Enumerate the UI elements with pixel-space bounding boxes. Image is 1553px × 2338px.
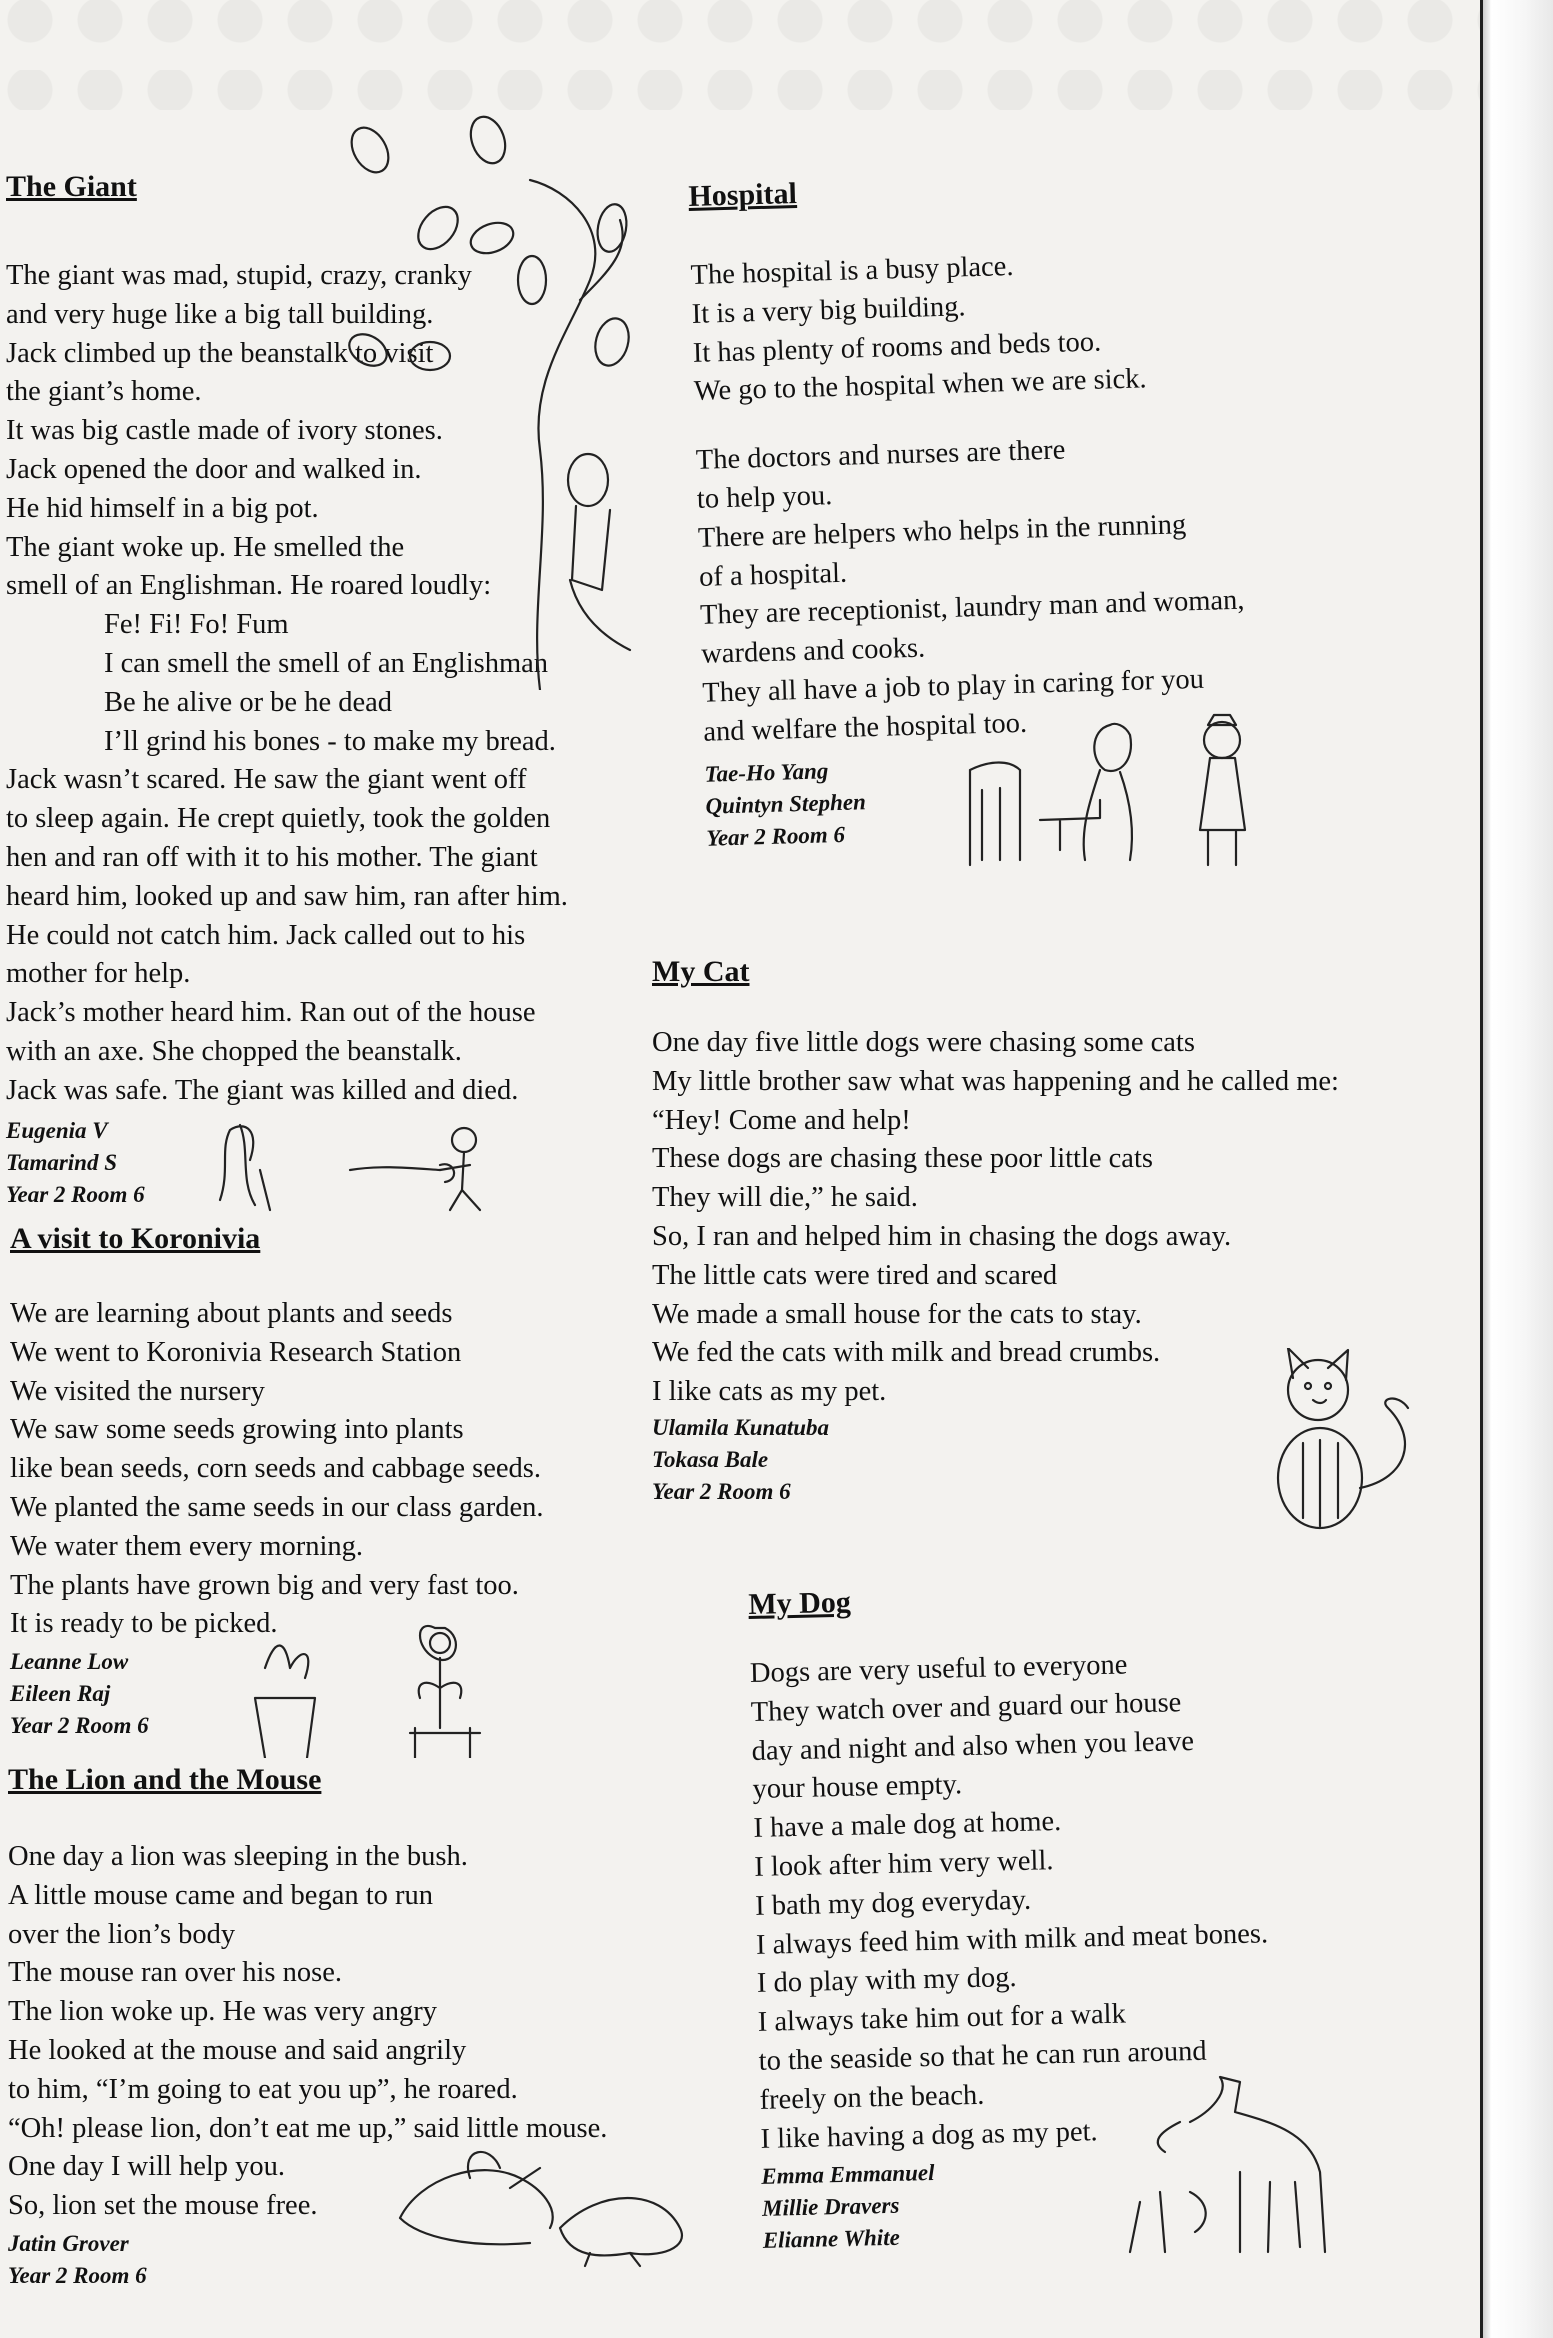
author-line: Eileen Raj xyxy=(10,1681,111,1707)
story-line: Jack was safe. The giant was killed and died. xyxy=(6,1074,519,1106)
plant-pots-drawing xyxy=(235,1608,535,1758)
author-line: Year 2 Room 6 xyxy=(8,2262,147,2288)
author-line: Tokasa Bale xyxy=(652,1446,769,1472)
story-line: They will die,” he said. xyxy=(652,1182,918,1214)
story-line: He hid himself in a big pot. xyxy=(6,492,319,524)
story-line: He could not catch him. Jack called out to his xyxy=(6,919,526,951)
story-line: We made a small house for the cats to stay. xyxy=(652,1298,1142,1330)
story-line: The doctors and nurses are there xyxy=(695,434,1066,477)
story-line: There are helpers who helps in the running xyxy=(697,509,1187,554)
author-line: Leanne Low xyxy=(10,1649,129,1675)
story-line: These dogs are chasing these poor little cats xyxy=(652,1143,1153,1175)
story-line: I like cats as my pet. xyxy=(652,1376,887,1408)
author-line: Quintyn Stephen xyxy=(705,788,867,819)
story-title: The Lion and the Mouse xyxy=(8,1763,322,1796)
story-line: We fed the cats with milk and bread crumbs. xyxy=(652,1337,1161,1369)
story-line: It has plenty of rooms and beds too. xyxy=(692,326,1102,369)
author-line: Tae-Ho Yang xyxy=(704,757,829,787)
story-line: It is ready to be picked. xyxy=(10,1608,278,1640)
story-line: wardens and cooks. xyxy=(700,632,926,670)
author-line: Jatin Grover xyxy=(8,2230,129,2256)
story-line: to sleep again. He crept quietly, took the golden xyxy=(6,803,551,835)
story-line: The giant woke up. He smelled the xyxy=(6,531,405,563)
story-line: We water them every morning. xyxy=(10,1530,364,1562)
author-line: Millie Dravers xyxy=(761,2193,900,2222)
story-line: They watch over and guard our house xyxy=(750,1687,1182,1728)
story-line: A little mouse came and began to run xyxy=(8,1879,434,1911)
story-line: heard him, looked up and saw him, ran after him. xyxy=(6,880,568,912)
story-line: like bean seeds, corn seeds and cabbage seeds. xyxy=(10,1453,541,1485)
story-line: I bath my dog everyday. xyxy=(754,1884,1032,1922)
story-line: The lion woke up. He was very angry xyxy=(8,1996,437,2028)
story-line: It is a very big building. xyxy=(691,291,966,330)
story-line: smell of an Englishman. He roared loudly: xyxy=(6,570,492,602)
story-line: Be he alive or be he dead xyxy=(104,686,393,718)
story-line: to the seaside so that he can run around xyxy=(758,2035,1207,2077)
story-line: One day five little dogs were chasing some cats xyxy=(652,1027,1195,1058)
story-line: with an axe. She chopped the beanstalk. xyxy=(6,1035,462,1067)
page-background-pattern xyxy=(0,0,1480,110)
story-line: We go to the hospital when we are sick. xyxy=(693,363,1147,408)
author-line: Year 2 Room 6 xyxy=(10,1713,149,1739)
story-line: So, I ran and helped him in chasing the dogs away. xyxy=(652,1220,1232,1252)
story-line: The mouse ran over his nose. xyxy=(8,1957,342,1989)
story-line: The giant was mad, stupid, crazy, cranky xyxy=(6,260,472,291)
story-line: I like having a dog as my pet. xyxy=(760,2115,1098,2155)
story-title: A visit to Koronivia xyxy=(10,1222,261,1255)
giant-children-drawing xyxy=(200,1110,500,1220)
cat-drawing xyxy=(1268,1348,1438,1538)
story-line: The little cats were tired and scared xyxy=(652,1259,1058,1291)
author-line: Emma Emmanuel xyxy=(761,2160,935,2190)
story-line: One day I will help you. xyxy=(8,2151,286,2183)
lion-mouse-drawing xyxy=(380,2148,700,2268)
story-line: He looked at the mouse and said angrily xyxy=(8,2034,467,2066)
story-line: day and night and also when you leave xyxy=(751,1725,1195,1767)
story-line: to help you. xyxy=(696,480,833,515)
dog-drawing xyxy=(1120,2072,1340,2262)
story-line: They all have a job to play in caring for you xyxy=(701,663,1205,709)
story-line: The plants have grown big and very fast too. xyxy=(10,1569,519,1601)
story-line: The hospital is a busy place. xyxy=(690,250,1014,291)
story-line: My little brother saw what was happening and he called me: xyxy=(652,1065,1339,1097)
story-line: I look after him very well. xyxy=(753,1845,1054,1883)
story-line: hen and ran off with it to his mother. The giant xyxy=(6,841,538,873)
author-line: Eugenia V xyxy=(6,1117,108,1143)
story-line: Dogs are very useful to everyone xyxy=(749,1649,1128,1689)
story-line: Jack opened the door and walked in. xyxy=(6,453,422,485)
author-line: Year 2 Room 6 xyxy=(706,821,846,851)
author-line: Ulamila Kunatuba xyxy=(652,1414,830,1440)
story-line: and welfare the hospital too. xyxy=(702,707,1028,748)
story-line: I have a male dog at home. xyxy=(753,1806,1062,1845)
author-line: Tamarind S xyxy=(6,1149,118,1175)
author-line: Year 2 Room 6 xyxy=(6,1181,145,1207)
story-body xyxy=(10,1295,650,1644)
story-line: mother for help. xyxy=(6,958,191,990)
story-line: We are learning about plants and seeds xyxy=(10,1298,453,1329)
story-line: to him, “I’m going to eat you up”, he roared. xyxy=(8,2073,518,2105)
story-title: My Cat xyxy=(652,955,750,988)
story-line: I always feed him with milk and meat bones. xyxy=(755,1917,1269,1961)
story-title: The Giant xyxy=(6,170,137,203)
story-line: So, lion set the mouse free. xyxy=(8,2190,318,2222)
story-line: They are receptionist, laundry man and woman, xyxy=(699,585,1245,632)
story-line: We visited the nursery xyxy=(10,1375,265,1407)
page-edge xyxy=(1480,0,1553,2338)
story-title: Hospital xyxy=(688,176,798,213)
story-line: over the lion’s body xyxy=(8,1918,236,1950)
story-line: It was big castle made of ivory stones. xyxy=(6,415,443,447)
author-line: Year 2 Room 6 xyxy=(652,1478,791,1504)
story-line: I do play with my dog. xyxy=(756,1962,1017,2000)
story-line: “Hey! Come and help! xyxy=(652,1104,911,1136)
story-line: the giant’s home. xyxy=(6,376,202,408)
story-line: of a hospital. xyxy=(698,557,848,593)
story-line: One day a lion was sleeping in the bush. xyxy=(8,1841,468,1872)
story-body xyxy=(690,237,1404,752)
story-line: We saw some seeds growing into plants xyxy=(10,1414,464,1446)
story-line: We planted the same seeds in our class garden. xyxy=(10,1491,544,1523)
story-line: I can smell the smell of an Englishman xyxy=(104,647,549,679)
story-line: Jack wasn’t scared. He saw the giant went off xyxy=(6,764,527,796)
story-line: and very huge like a big tall building. xyxy=(6,298,434,330)
story-line: your house empty. xyxy=(752,1769,963,1806)
story-line: Jack climbed up the beanstalk to visit xyxy=(6,337,434,369)
story-line: Fe! Fi! Fo! Fum xyxy=(104,609,289,641)
hospital-people-drawing xyxy=(960,700,1280,870)
author-line: Elianne White xyxy=(762,2225,901,2254)
story-title: My Dog xyxy=(748,1585,852,1621)
story-line: freely on the beach. xyxy=(759,2079,985,2116)
story-line: I’ll grind his bones - to make my bread. xyxy=(104,725,556,757)
story-line: We went to Koronivia Research Station xyxy=(10,1336,462,1368)
beanstalk-drawing xyxy=(340,110,660,690)
story-line: I always take him out for a walk xyxy=(757,1998,1127,2039)
story-line: “Oh! please lion, don’t eat me up,” said little mouse. xyxy=(8,2112,608,2144)
story-line: Jack’s mother heard him. Ran out of the house xyxy=(6,997,536,1029)
